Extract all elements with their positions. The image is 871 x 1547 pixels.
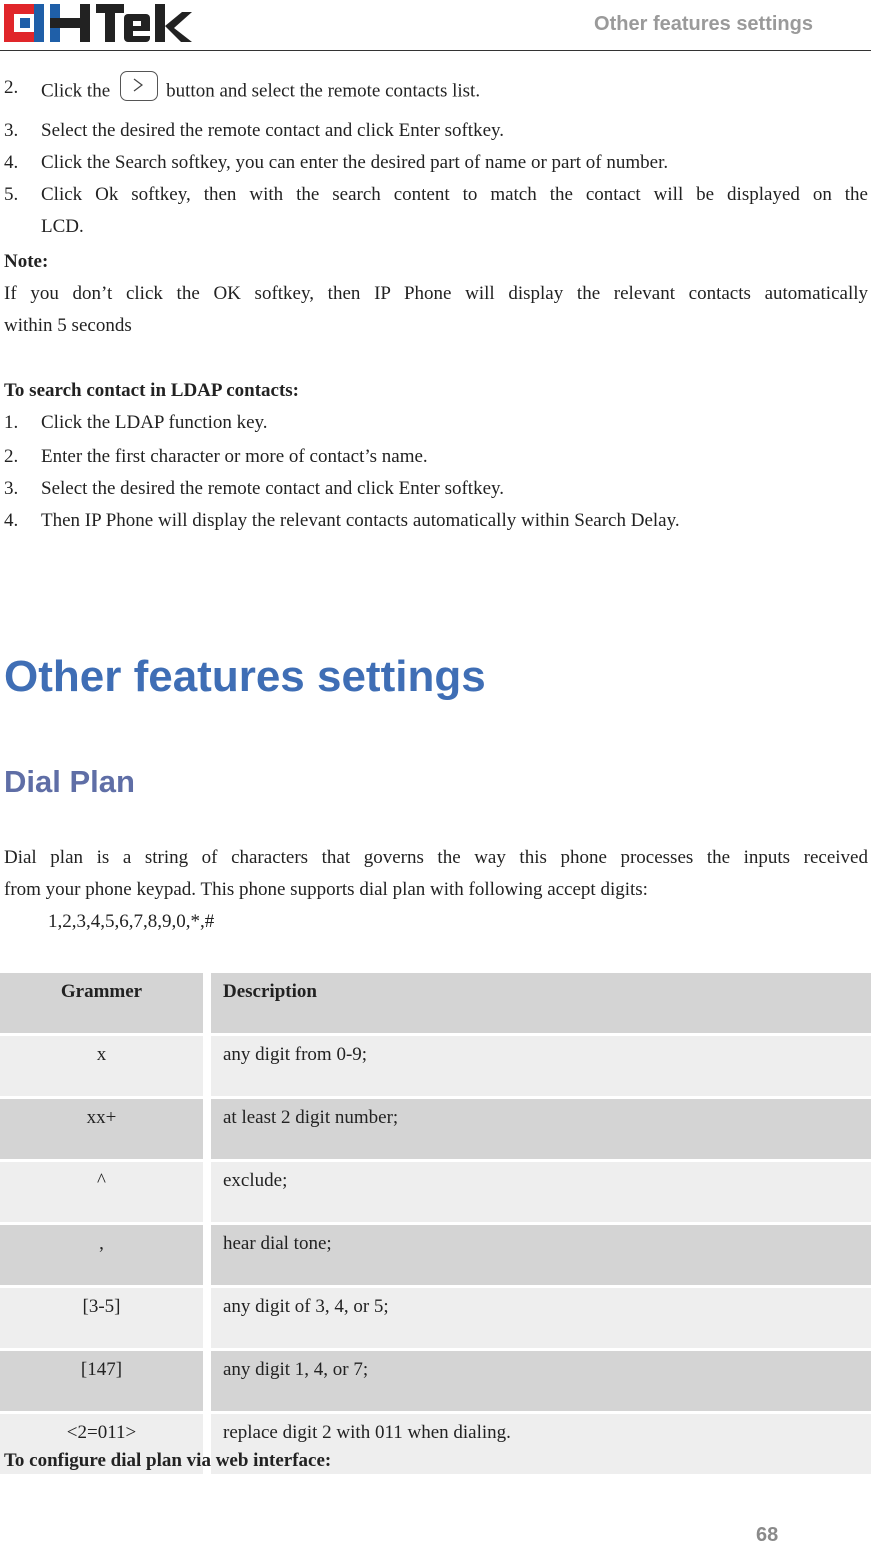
- subsection-title: Dial Plan: [4, 764, 135, 799]
- description-cell: replace digit 2 with 011 when dialing.: [203, 1414, 871, 1474]
- table-row: [0, 1225, 871, 1285]
- step-text: Enter the first character or more of contact’s name.: [41, 446, 428, 467]
- htek-logo: [4, 4, 192, 42]
- note-text: If you don’t click the OK softkey, then IP Phone will display the relevant contacts automatically: [4, 283, 868, 304]
- column-header-description: Description: [203, 973, 871, 1033]
- grammer-cell: xx+: [0, 1099, 203, 1159]
- table-row: [0, 1099, 871, 1159]
- grammer-cell: ,: [0, 1225, 203, 1285]
- description-cell: any digit 1, 4, or 7;: [203, 1351, 871, 1411]
- page-number: 68: [756, 1524, 779, 1546]
- note-label: Note:: [4, 251, 49, 272]
- header-title: Other features settings: [594, 13, 813, 35]
- column-header-grammer: Grammer: [0, 973, 203, 1033]
- step-text-after: button and select the remote contacts list.: [166, 80, 481, 102]
- description-cell: any digit from 0-9;: [203, 1036, 871, 1096]
- description-cell: any digit of 3, 4, or 5;: [203, 1288, 871, 1348]
- step-number: 5.: [4, 184, 19, 205]
- table-row: [0, 1036, 871, 1096]
- note-text-continued: within 5 seconds: [4, 315, 132, 336]
- table-header-row: [0, 973, 871, 1033]
- step-text: Select the desired the remote contact and click Enter softkey.: [41, 120, 505, 141]
- step-number: 2.: [4, 77, 19, 98]
- grammer-cell: <2=011>: [0, 1414, 203, 1474]
- grammer-cell: [147]: [0, 1351, 203, 1411]
- step-number: 3.: [4, 120, 19, 141]
- step-text: Select the desired the remote contact and click Enter softkey.: [41, 478, 505, 499]
- step-text: Then IP Phone will display the relevant contacts automatically within Search Delay.: [41, 510, 680, 531]
- step-text: [41, 77, 480, 107]
- description-cell: hear dial tone;: [203, 1225, 871, 1285]
- arrow-button-icon: [120, 71, 158, 101]
- intro-text-continued: from your phone keypad. This phone supports dial plan with following accept digits:: [4, 879, 648, 900]
- step-text-before: Click the: [41, 80, 111, 102]
- intro-text: Dial plan is a string of characters that governs the way this phone processes the inputs received: [4, 847, 868, 868]
- table-row: [0, 1288, 871, 1348]
- grammer-cell: ^: [0, 1162, 203, 1222]
- description-cell: at least 2 digit number;: [203, 1099, 871, 1159]
- step-text: Click the LDAP function key.: [41, 412, 268, 433]
- configure-heading: To configure dial plan via web interface:: [4, 1450, 332, 1471]
- step-text: Click Ok softkey, then with the search content to match the contact will be displayed on the: [41, 184, 868, 205]
- grammer-cell: x: [0, 1036, 203, 1096]
- accepted-digits: 1,2,3,4,5,6,7,8,9,0,*,#: [48, 911, 215, 932]
- step-number: 1.: [4, 412, 19, 433]
- description-cell: exclude;: [203, 1162, 871, 1222]
- ldap-heading: To search contact in LDAP contacts:: [4, 380, 300, 401]
- page-header: [0, 0, 871, 51]
- step-text: Click the Search softkey, you can enter the desired part of name or part of number.: [41, 152, 669, 173]
- step-number: 4.: [4, 152, 19, 173]
- dial-plan-table: [0, 970, 871, 1477]
- table-row: [0, 1162, 871, 1222]
- section-title: Other features settings: [4, 652, 486, 701]
- step-text-continued: LCD.: [41, 216, 84, 237]
- grammer-cell: [3-5]: [0, 1288, 203, 1348]
- step-number: 3.: [4, 478, 19, 499]
- table-row: [0, 1351, 871, 1411]
- step-number: 2.: [4, 446, 19, 467]
- step-number: 4.: [4, 510, 19, 531]
